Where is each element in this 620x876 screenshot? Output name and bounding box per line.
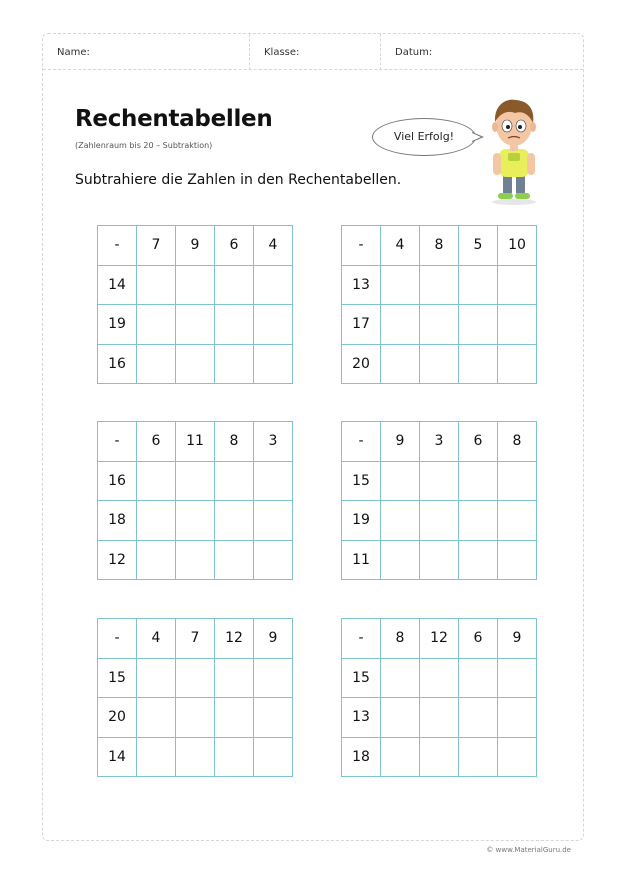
operator-cell: - [98,226,137,266]
table-row [342,344,537,384]
answer-cell[interactable] [215,265,254,305]
speech-bubble-text: Viel Erfolg! [393,130,455,143]
answer-cell[interactable] [215,698,254,738]
answer-cell[interactable] [215,737,254,777]
column-header-cell: 3 [420,422,459,462]
answer-cell[interactable] [420,461,459,501]
answer-cell[interactable] [137,698,176,738]
operator-cell: - [98,422,137,462]
column-header-cell: 6 [459,619,498,659]
answer-cell[interactable] [381,344,420,384]
answer-cell[interactable] [420,265,459,305]
answer-cell[interactable] [498,265,537,305]
row-header-cell: 14 [98,265,137,305]
answer-cell[interactable] [381,461,420,501]
boy-illustration [482,95,546,205]
answer-cell[interactable] [215,305,254,345]
table-header-row [98,619,293,659]
row-header-cell: 18 [98,501,137,541]
row-header-cell: 19 [342,501,381,541]
row-header-cell: 20 [98,698,137,738]
table-row [98,265,293,305]
date-label: Datum: [395,47,433,58]
answer-cell[interactable] [254,540,293,580]
column-header-cell: 9 [176,226,215,266]
answer-cell[interactable] [420,501,459,541]
operator-cell: - [98,619,137,659]
operator-cell: - [342,422,381,462]
answer-cell[interactable] [215,501,254,541]
answer-cell[interactable] [381,737,420,777]
answer-cell[interactable] [381,501,420,541]
answer-cell[interactable] [137,737,176,777]
table-row [98,461,293,501]
row-header-cell: 17 [342,305,381,345]
answer-cell[interactable] [176,305,215,345]
name-label: Name: [57,47,90,58]
table-row [98,305,293,345]
answer-cell[interactable] [137,305,176,345]
answer-cell[interactable] [215,461,254,501]
table-row [342,540,537,580]
subtraction-table-4 [341,421,537,580]
answer-cell[interactable] [498,305,537,345]
answer-cell[interactable] [420,305,459,345]
table-header-row [342,619,537,659]
answer-cell[interactable] [459,658,498,698]
column-header-cell: 9 [498,619,537,659]
answer-cell[interactable] [176,461,215,501]
answer-cell[interactable] [254,501,293,541]
column-header-cell: 8 [498,422,537,462]
column-header-cell: 8 [381,619,420,659]
table-row [98,501,293,541]
column-header-cell: 9 [381,422,420,462]
answer-cell[interactable] [176,265,215,305]
date-field[interactable] [380,34,585,70]
table-row [342,265,537,305]
answer-cell[interactable] [459,265,498,305]
answer-cell[interactable] [498,698,537,738]
answer-cell[interactable] [137,265,176,305]
answer-cell[interactable] [254,265,293,305]
row-header-cell: 19 [98,305,137,345]
column-header-cell: 4 [381,226,420,266]
answer-cell[interactable] [459,305,498,345]
table-row [342,658,537,698]
answer-cell[interactable] [137,658,176,698]
speech-bubble-tail-fill [472,133,481,141]
subtraction-table-2 [341,225,537,384]
column-header-cell: 8 [420,226,459,266]
answer-cell[interactable] [137,501,176,541]
answer-cell[interactable] [381,658,420,698]
row-header-cell: 12 [98,540,137,580]
answer-cell[interactable] [254,658,293,698]
row-header-cell: 13 [342,265,381,305]
answer-cell[interactable] [420,737,459,777]
column-header-cell: 3 [254,422,293,462]
answer-cell[interactable] [420,658,459,698]
class-label: Klasse: [264,47,300,58]
answer-cell[interactable] [215,540,254,580]
table-row [342,305,537,345]
answer-cell[interactable] [176,344,215,384]
speech-bubble [372,118,476,156]
column-header-cell: 4 [254,226,293,266]
answer-cell[interactable] [498,658,537,698]
answer-cell[interactable] [254,737,293,777]
column-header-cell: 6 [459,422,498,462]
column-header-cell: 5 [459,226,498,266]
table-row [98,344,293,384]
answer-cell[interactable] [215,658,254,698]
table-header-row [342,422,537,462]
header-row [43,34,583,70]
table-row [342,501,537,541]
answer-cell[interactable] [137,540,176,580]
answer-cell[interactable] [459,698,498,738]
table-header-row [98,422,293,462]
row-header-cell: 14 [98,737,137,777]
answer-cell[interactable] [215,344,254,384]
column-header-cell: 6 [137,422,176,462]
answer-cell[interactable] [420,540,459,580]
row-header-cell: 11 [342,540,381,580]
answer-cell[interactable] [459,540,498,580]
subtraction-table-6 [341,618,537,777]
operator-cell: - [342,226,381,266]
table-row [98,540,293,580]
table-row [342,737,537,777]
answer-cell[interactable] [420,344,459,384]
row-header-cell: 18 [342,737,381,777]
row-header-cell: 16 [98,461,137,501]
column-header-cell: 12 [420,619,459,659]
answer-cell[interactable] [176,540,215,580]
table-row [342,698,537,738]
answer-cell[interactable] [498,344,537,384]
table-row [342,461,537,501]
table-header-row [98,226,293,266]
name-field[interactable] [43,34,249,70]
column-header-cell: 8 [215,422,254,462]
column-header-cell: 11 [176,422,215,462]
row-header-cell: 16 [98,344,137,384]
column-header-cell: 10 [498,226,537,266]
row-header-cell: 15 [342,461,381,501]
answer-cell[interactable] [381,305,420,345]
table-row [98,658,293,698]
answer-cell[interactable] [254,344,293,384]
row-header-cell: 20 [342,344,381,384]
instruction-text: Subtrahiere die Zahlen in den Rechentabellen. [75,172,402,188]
class-field[interactable] [249,34,380,70]
answer-cell[interactable] [176,698,215,738]
column-header-cell: 12 [215,619,254,659]
operator-cell: - [342,619,381,659]
answer-cell[interactable] [498,461,537,501]
row-header-cell: 15 [98,658,137,698]
page-subtitle: (Zahlenraum bis 20 – Subtraktion) [75,141,213,150]
answer-cell[interactable] [137,461,176,501]
answer-cell[interactable] [381,540,420,580]
answer-cell[interactable] [498,540,537,580]
answer-cell[interactable] [459,461,498,501]
answer-cell[interactable] [459,344,498,384]
answer-cell[interactable] [176,737,215,777]
answer-cell[interactable] [254,461,293,501]
answer-cell[interactable] [459,737,498,777]
column-header-cell: 7 [137,226,176,266]
column-header-cell: 4 [137,619,176,659]
answer-cell[interactable] [254,698,293,738]
answer-cell[interactable] [498,737,537,777]
answer-cell[interactable] [381,265,420,305]
subtraction-table-1 [97,225,293,384]
column-header-cell: 9 [254,619,293,659]
answer-cell[interactable] [176,501,215,541]
answer-cell[interactable] [459,501,498,541]
row-header-cell: 13 [342,698,381,738]
column-header-cell: 6 [215,226,254,266]
subtraction-table-5 [97,618,293,777]
table-row [98,698,293,738]
column-header-cell: 7 [176,619,215,659]
answer-cell[interactable] [137,344,176,384]
answer-cell[interactable] [254,305,293,345]
page-title: Rechentabellen [75,106,273,132]
table-header-row [342,226,537,266]
table-row [98,737,293,777]
subtraction-table-3 [97,421,293,580]
footer-copyright: © www.MaterialGuru.de [486,846,571,854]
answer-cell[interactable] [176,658,215,698]
answer-cell[interactable] [420,698,459,738]
answer-cell[interactable] [498,501,537,541]
row-header-cell: 15 [342,658,381,698]
answer-cell[interactable] [381,698,420,738]
